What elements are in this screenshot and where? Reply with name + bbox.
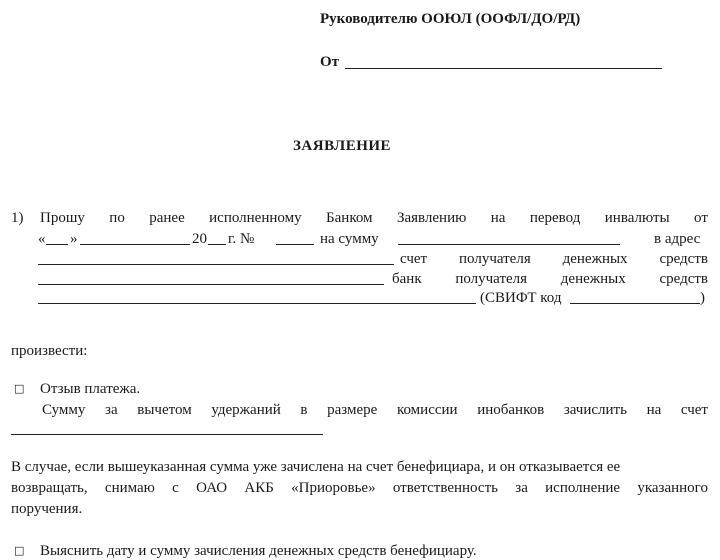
word: на bbox=[646, 402, 662, 418]
word: удержаний bbox=[211, 402, 281, 418]
refund-account-field[interactable] bbox=[11, 434, 323, 435]
word: получателя bbox=[459, 251, 531, 267]
word: денежных bbox=[560, 271, 626, 287]
word: снимаю bbox=[104, 480, 155, 496]
month-field[interactable] bbox=[80, 244, 190, 245]
word: счет bbox=[400, 251, 428, 267]
word: Сумму bbox=[42, 402, 86, 418]
year-prefix: 20 bbox=[192, 231, 207, 247]
clarify-label: Выяснить дату и сумму зачисления денежных средств бенефициару. bbox=[40, 543, 477, 559]
word: в bbox=[300, 402, 308, 418]
word: ОАО bbox=[196, 480, 228, 496]
word: на bbox=[490, 210, 506, 226]
amount-field[interactable] bbox=[398, 244, 620, 245]
request-line-1 bbox=[40, 209, 708, 227]
word: с bbox=[172, 480, 179, 496]
word: Прошу bbox=[40, 210, 85, 226]
word: по bbox=[109, 210, 125, 226]
word: инвалюты bbox=[604, 210, 670, 226]
day-field[interactable] bbox=[46, 244, 68, 245]
word: получателя bbox=[455, 271, 528, 287]
word: счет bbox=[680, 402, 708, 418]
word: от bbox=[694, 210, 708, 226]
word: банк bbox=[392, 271, 422, 287]
swift-field[interactable] bbox=[570, 303, 700, 304]
from-field[interactable] bbox=[345, 68, 662, 69]
quote-open: « bbox=[38, 231, 46, 247]
word: АКБ bbox=[244, 480, 274, 496]
word: ответственность bbox=[392, 480, 498, 496]
order-number-field[interactable] bbox=[276, 244, 314, 245]
word: перевод bbox=[529, 210, 581, 226]
swift-label: (СВИФТ код bbox=[480, 290, 562, 306]
beneficiary-field[interactable] bbox=[38, 264, 394, 265]
amount-label: на сумму bbox=[320, 231, 379, 247]
account-label-line bbox=[400, 250, 708, 268]
word: «Приоровье» bbox=[291, 480, 376, 496]
document-title: ЗАЯВЛЕНИЕ bbox=[293, 138, 392, 154]
word: Заявлению bbox=[396, 210, 467, 226]
year-suffix: г. № bbox=[228, 231, 255, 247]
word: вычетом bbox=[137, 402, 192, 418]
refund-text bbox=[42, 401, 708, 419]
word: Банком bbox=[326, 210, 373, 226]
notice-line-1: В случае, если вышеуказанная сумма уже зачислена на счет бенефициара, и он отказывается ее bbox=[11, 459, 621, 475]
from-label: От bbox=[320, 54, 340, 70]
item-number: 1) bbox=[11, 210, 24, 226]
bank-label-line bbox=[392, 270, 708, 288]
clarify-checkbox[interactable]: □ bbox=[14, 544, 25, 557]
word: исполнение bbox=[545, 480, 621, 496]
account-field[interactable] bbox=[38, 284, 384, 285]
year-field[interactable] bbox=[208, 244, 226, 245]
refund-checkbox[interactable]: □ bbox=[14, 382, 25, 395]
refund-label: Отзыв платежа. bbox=[40, 381, 141, 397]
notice-line-2 bbox=[11, 479, 708, 497]
address-label: в адрес bbox=[654, 231, 701, 247]
quote-close: » bbox=[70, 231, 78, 247]
notice-line-3: поручения. bbox=[11, 501, 83, 517]
word: средств bbox=[659, 271, 708, 287]
word: ранее bbox=[149, 210, 185, 226]
word: размере bbox=[327, 402, 378, 418]
word: зачислить bbox=[563, 402, 627, 418]
word: денежных bbox=[562, 251, 628, 267]
recipient-line: Руководителю ООЮЛ (ООФЛ/ДО/РД) bbox=[320, 11, 581, 27]
carry-out-label: произвести: bbox=[11, 343, 88, 359]
word: за bbox=[515, 480, 528, 496]
word: за bbox=[105, 402, 118, 418]
word: комиссии bbox=[396, 402, 458, 418]
word: средств bbox=[659, 251, 708, 267]
swift-close: ) bbox=[700, 290, 705, 306]
word: исполненному bbox=[209, 210, 302, 226]
bank-field[interactable] bbox=[38, 303, 476, 304]
word: указанного bbox=[637, 480, 708, 496]
word: инобанков bbox=[477, 402, 545, 418]
word: возвращать, bbox=[11, 480, 88, 496]
